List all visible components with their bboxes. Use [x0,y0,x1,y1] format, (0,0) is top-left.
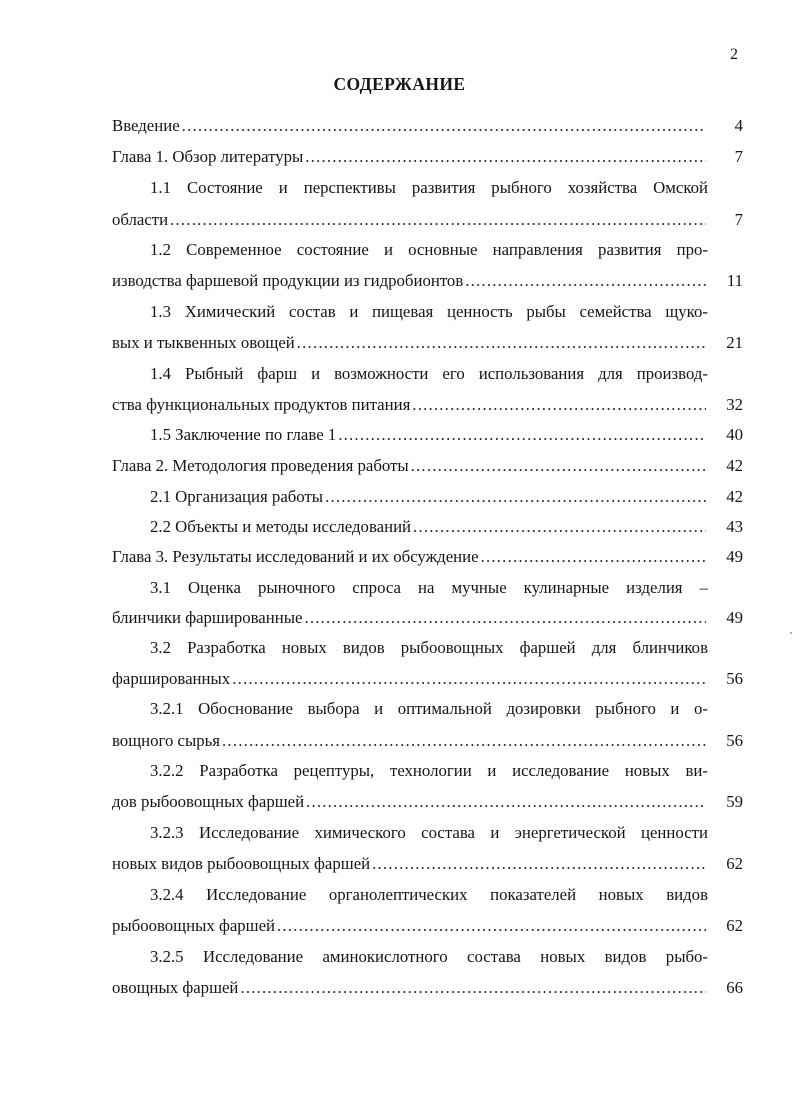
toc-entry-line: 1.1 Состояние и перспективы развития рыбного хозяйства Омской [150,178,708,197]
toc-entry-line [112,916,708,936]
toc-entry-title: 1.5 Заключение по главе 1 [150,425,337,444]
toc-entry-line [150,425,708,445]
toc-entry-line [150,487,708,507]
toc-page-number: 42 [726,487,743,506]
dot-leader [304,608,706,628]
toc-page-number: 7 [734,147,743,166]
toc-page-number: 59 [726,792,743,811]
toc-entry-title: фаршированных [112,669,231,688]
dot-leader [240,978,706,998]
toc-entry-line: 3.2.2 Разработка рецептуры, технологии и исследование новых ви- [150,761,708,780]
toc-entry-line: 1.3 Химический состав и пищевая ценность рыбы семейства щуко- [150,302,708,321]
toc-entry-line: 1.4 Рыбный фарш и возможности его использования для производ- [150,364,708,383]
dot-leader [372,854,706,874]
dot-leader [325,487,706,507]
toc-entry-line [112,116,708,136]
toc-entry-title: вых и тыквенных овощей [112,333,295,352]
dot-leader [481,547,706,567]
page-title: СОДЕРЖАНИЕ [333,74,466,94]
toc-entry-title: овощных фаршей [112,978,239,997]
toc-entry-line [112,271,708,291]
page-number: 2 [730,46,738,63]
toc-page-number: 7 [734,210,743,229]
dot-leader [182,116,706,136]
toc-page-number: 42 [726,456,743,475]
toc-entry-line [112,395,708,415]
toc-entry-line [112,456,708,476]
dot-leader [465,271,706,291]
toc-entry-title: дов рыбоовощных фаршей [112,792,305,811]
dot-leader [413,517,706,537]
toc-entry-line [112,547,708,567]
toc-page-number: 62 [726,916,743,935]
toc-entry-title: изводства фаршевой продукции из гидробионтов [112,271,464,290]
toc-page-number: 4 [734,116,743,135]
toc-entry-line [112,731,708,751]
toc-page-number: 49 [726,608,743,627]
toc-entry-title: 2.1 Организация работы [150,487,324,506]
toc-entry-title: Глава 2. Методология проведения работы [112,456,409,475]
toc-entry-line: 3.2.3 Исследование химического состава и энергетической ценности [150,823,708,842]
toc-entry-title: Введение [112,116,180,135]
toc-page-number: 56 [726,731,743,750]
toc-entry-line [112,854,708,874]
toc-page-number: 43 [726,517,743,536]
toc-entry-title: области [112,210,169,229]
toc-entry-line [112,608,708,628]
toc-entry-line [112,210,708,230]
dot-leader [297,333,706,353]
dot-leader [277,916,706,936]
toc-entry-line [112,978,708,998]
toc-page-number: 66 [726,978,743,997]
dot-leader [338,425,706,445]
scan-speck [790,632,792,634]
dot-leader [412,395,706,415]
toc-entry-title: рыбоовощных фаршей [112,916,276,935]
dot-leader [306,792,706,812]
toc-entry-line: 3.1 Оценка рыночного спроса на мучные кулинарные изделия – [150,578,708,597]
toc-entry-line [112,792,708,812]
toc-entry-line: 3.2.5 Исследование аминокислотного состава новых видов рыбо- [150,947,708,966]
toc-entry-line: 3.2.1 Обоснование выбора и оптимальной дозировки рыбного и о- [150,699,708,718]
toc-entry-line [112,333,708,353]
toc-page-number: 32 [726,395,743,414]
dot-leader [411,456,706,476]
toc-entry-line: 3.2.4 Исследование органолептических показателей новых видов [150,885,708,904]
toc-entry-title: вощного сырья [112,731,221,750]
toc-entry-title: Глава 1. Обзор литературы [112,147,304,166]
toc-page-number: 40 [726,425,743,444]
dot-leader [305,147,706,167]
dot-leader [222,731,706,751]
toc-entry-line [112,147,708,167]
dot-leader [232,669,706,689]
dot-leader [170,210,706,230]
toc-entry-title: новых видов рыбоовощных фаршей [112,854,371,873]
toc-entry-title: 2.2 Объекты и методы исследований [150,517,412,536]
toc-page-number: 11 [726,271,743,290]
toc-entry-title: Глава 3. Результаты исследований и их обсуждение [112,547,479,566]
toc-page-number: 21 [726,333,743,352]
toc-entry-title: блинчики фаршированные [112,608,303,627]
toc-page-number: 56 [726,669,743,688]
toc-page-number: 49 [726,547,743,566]
toc-entry-line: 3.2 Разработка новых видов рыбоовощных фаршей для блинчиков [150,638,708,657]
toc-entry-line: 1.2 Современное состояние и основные направления развития про- [150,240,708,259]
toc-entry-title: ства функциональных продуктов питания [112,395,411,414]
toc-entry-line [150,517,708,537]
toc-page-number: 62 [726,854,743,873]
toc-entry-line [112,669,708,689]
